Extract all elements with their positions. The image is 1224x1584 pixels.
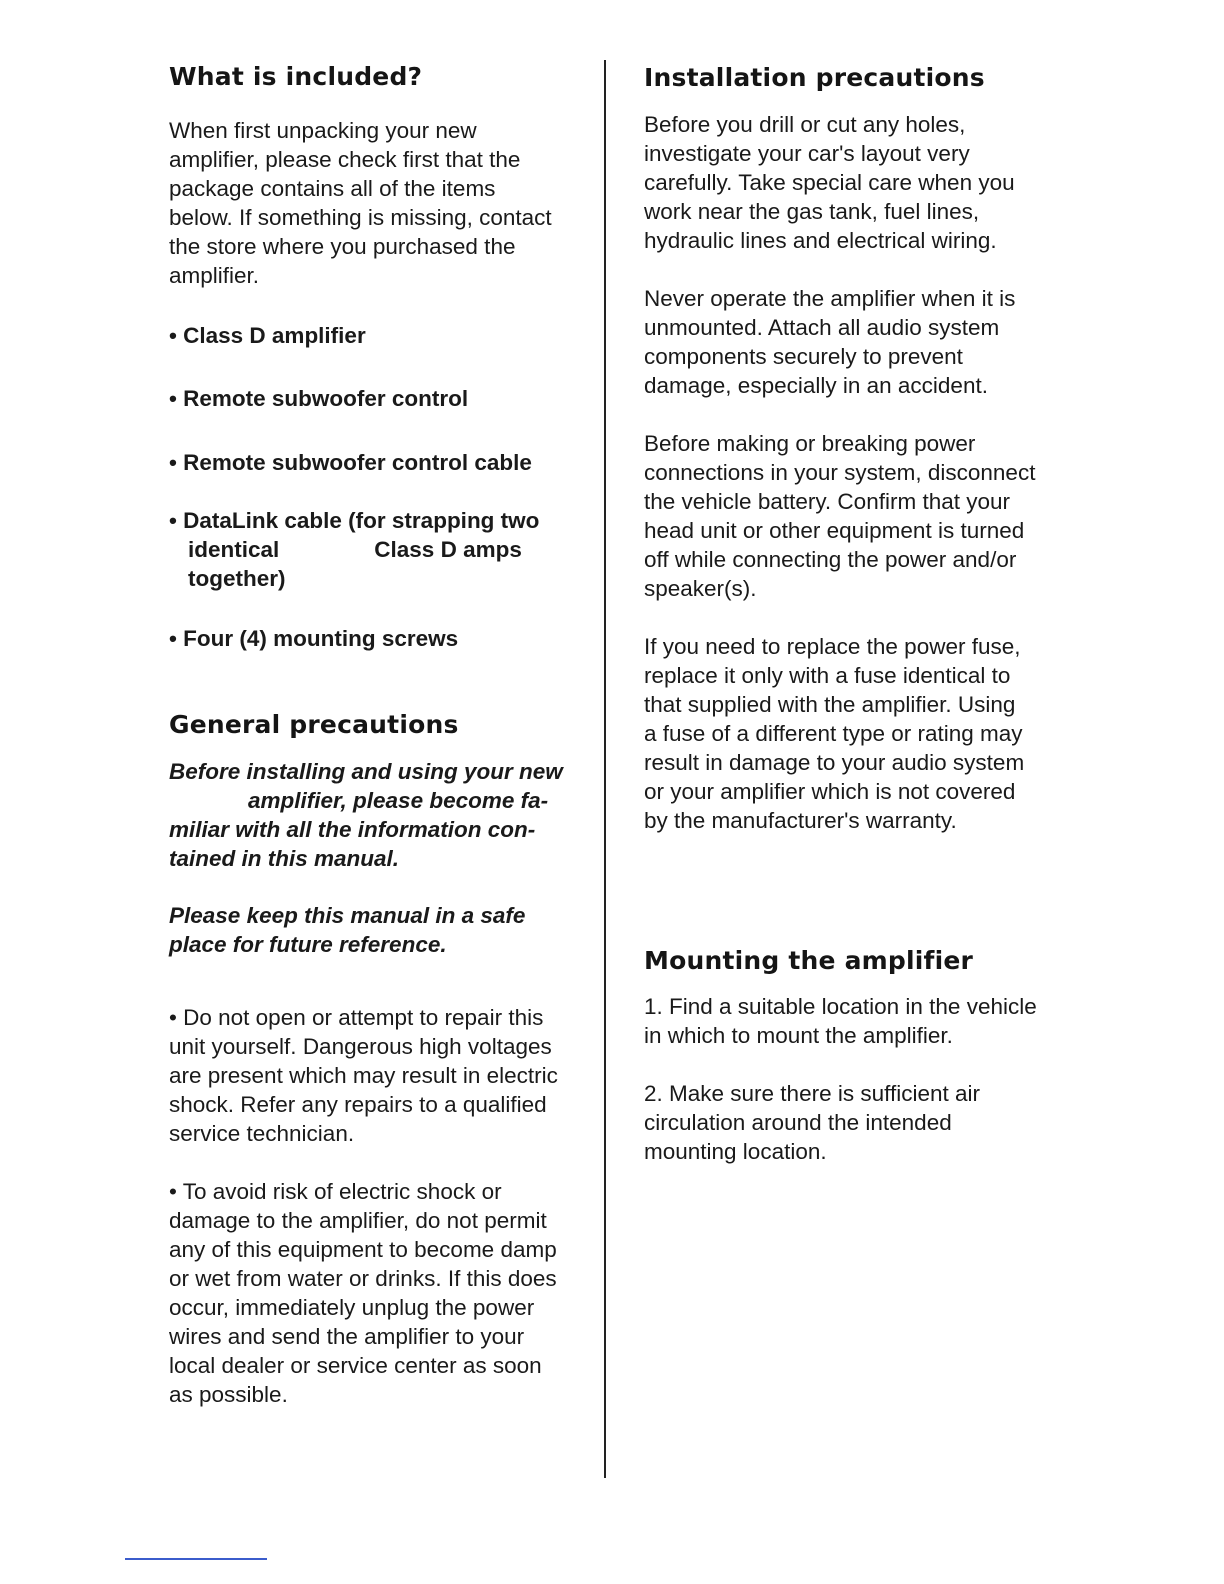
notice-read-manual: Before installing and using your new amplifier, please become fa- miliar with all the information con- tained in this manual. xyxy=(169,759,563,871)
heading-mounting-the-amplifier: Mounting the amplifier xyxy=(644,946,974,975)
list-item-datalink: • DataLink cable (for strapping two identical Class D amps together) xyxy=(169,508,540,591)
list-item: • Remote subwoofer control xyxy=(169,386,469,411)
list-item: • Four (4) mounting screws xyxy=(169,626,459,651)
list-item: • Class D amplifier xyxy=(169,323,366,348)
included-intro: When first unpacking your new amplifier, please check first that the package contains all of the items below. If something is missing, contact the store where you purchased the amplifier. xyxy=(169,118,552,288)
installation-paragraph-2: Never operate the amplifier when it is unmounted. Attach all audio system components securely to prevent damage, especially in an accident. xyxy=(644,286,1016,398)
heading-installation-precautions: Installation precautions xyxy=(644,63,985,92)
footer-rule xyxy=(125,1558,267,1560)
precaution-bullet-repair: • Do not open or attempt to repair this unit yourself. Dangerous high voltages are present which may result in electric shock. Refer any repairs to a qualified service technician. xyxy=(169,1005,558,1146)
installation-paragraph-3: Before making or breaking power connections in your system, disconnect the vehicle battery. Confirm that your head unit or other equipment is turned off while connecting the power and/or speaker(s). xyxy=(644,431,1036,601)
heading-what-is-included: What is included? xyxy=(169,62,423,91)
installation-paragraph-1: Before you drill or cut any holes, investigate your car's layout very carefully. Take special care when you work near the gas tank, fuel lines, hydraulic lines and electrical wiring. xyxy=(644,112,1015,253)
mounting-step-1: 1. Find a suitable location in the vehicle in which to mount the amplifier. xyxy=(644,994,1037,1048)
list-item: • Remote subwoofer control cable xyxy=(169,450,532,475)
column-divider xyxy=(604,60,606,1478)
notice-keep-manual: Please keep this manual in a safe place for future reference. xyxy=(169,903,526,957)
installation-paragraph-4: If you need to replace the power fuse, replace it only with a fuse identical to that supplied with the amplifier. Using a fuse of a different type or rating may result in damage to your audio system or your amplifier which is not covered by the manufacturer's warranty. xyxy=(644,634,1025,833)
mounting-step-2: 2. Make sure there is sufficient air circulation around the intended mounting location. xyxy=(644,1081,980,1164)
heading-general-precautions: General precautions xyxy=(169,710,459,739)
precaution-bullet-shock: • To avoid risk of electric shock or damage to the amplifier, do not permit any of this equipment to become damp or wet from water or drinks. If this does occur, immediately unplug the power wires and send the amplifier to your local dealer or service center as soon as possible. xyxy=(169,1179,557,1407)
